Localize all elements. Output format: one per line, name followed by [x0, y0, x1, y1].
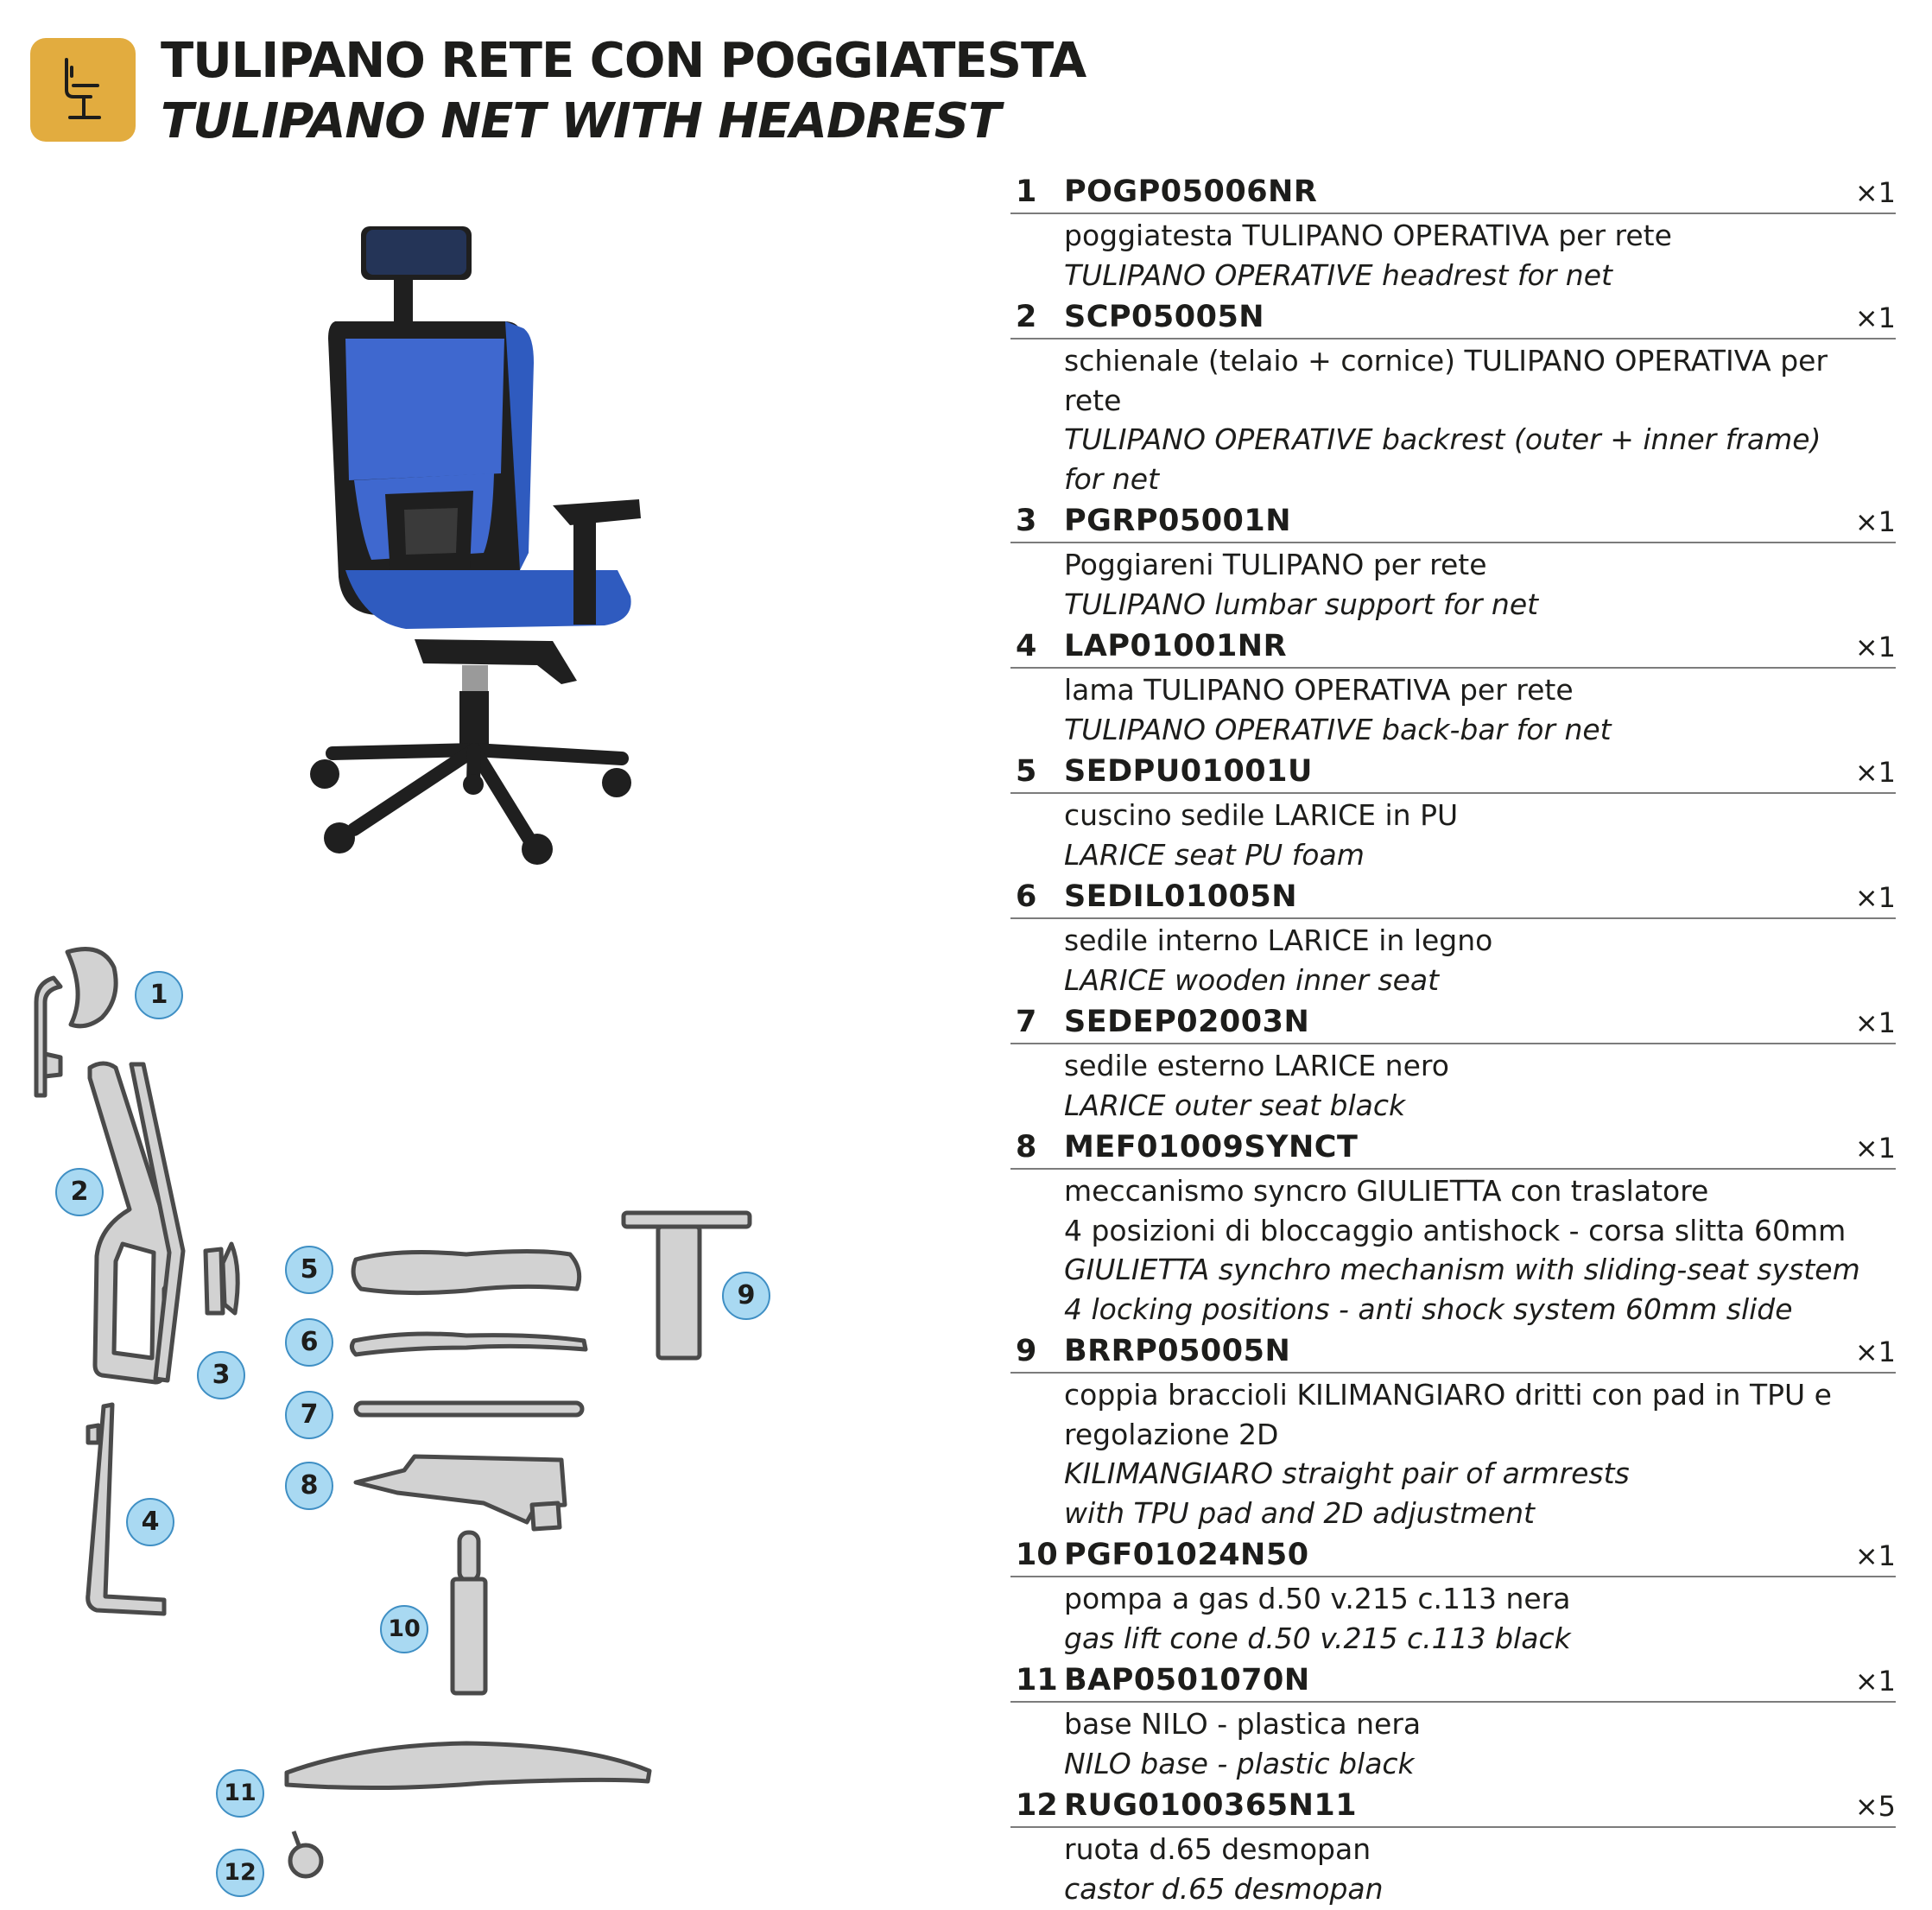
part-description: [1064, 543, 1884, 625]
part-description: [1064, 1044, 1884, 1126]
part-description: [1064, 1828, 1884, 1910]
description-italian: Poggiareni TULIPANO per rete: [1064, 548, 1487, 581]
part-entry: [1010, 1659, 1896, 1785]
part-quantity: ×1: [1854, 176, 1896, 209]
description-italian: pompa a gas d.50 v.215 c.113 nera: [1064, 1582, 1571, 1615]
part-entry: [1010, 876, 1896, 1001]
badge-11: 11: [216, 1769, 264, 1818]
part-quantity: ×1: [1854, 1132, 1896, 1164]
description-italian: poggiatesta TULIPANO OPERATIVA per rete: [1064, 219, 1672, 252]
part-header: [1010, 1001, 1896, 1044]
part-quantity: ×1: [1854, 505, 1896, 538]
description-italian: base NILO - plastica nera: [1064, 1707, 1422, 1741]
part-entry: [1010, 1330, 1896, 1534]
part-header: [1010, 625, 1896, 669]
part-code: SEDPU01001U: [1064, 754, 1313, 789]
description-english: with TPU pad and 2D adjustment: [1064, 1495, 1535, 1530]
badge-1: 1: [135, 971, 183, 1019]
description-english: TULIPANO OPERATIVE back-bar for net: [1064, 712, 1612, 746]
part-description: [1064, 1170, 1884, 1330]
part-quantity: ×1: [1854, 1539, 1896, 1572]
description-english: for net: [1064, 461, 1160, 496]
part-quantity: ×1: [1854, 1665, 1896, 1697]
part-entry: [1010, 1534, 1896, 1659]
description-english: KILIMANGIARO straight pair of armrests: [1064, 1456, 1630, 1490]
part-number: 9: [1016, 1334, 1037, 1368]
part-code: SCP05005N: [1064, 300, 1265, 334]
description-italian: sedile esterno LARICE nero: [1064, 1049, 1449, 1082]
part-quantity: ×1: [1854, 881, 1896, 914]
part-entry: [1010, 625, 1896, 751]
badge-10: 10: [380, 1605, 428, 1653]
part-header: [1010, 500, 1896, 543]
part-number: 4: [1016, 629, 1037, 663]
part-header: [1010, 1126, 1896, 1170]
description-english: TULIPANO lumbar support for net: [1064, 587, 1539, 621]
chair-photo: [310, 226, 641, 865]
part-entry: [1010, 1785, 1896, 1910]
part-code: MEF01009SYNCT: [1064, 1130, 1359, 1164]
part-number: 3: [1016, 504, 1037, 538]
description-italian: regolazione 2D: [1064, 1417, 1279, 1451]
part-3-lumbar: [206, 1249, 223, 1313]
part-number: 5: [1016, 754, 1037, 789]
part-quantity: ×1: [1854, 301, 1896, 334]
description-italian: rete: [1064, 383, 1122, 417]
description-english: TULIPANO OPERATIVE backrest (outer + inner frame): [1064, 422, 1821, 456]
part-description: [1064, 919, 1884, 1001]
badge-12: 12: [216, 1849, 264, 1897]
badge-2: 2: [55, 1168, 104, 1216]
part-7-outer-seat: [356, 1403, 582, 1415]
part-number: 6: [1016, 879, 1037, 914]
part-6-inner-seat: [352, 1334, 586, 1355]
part-entry: [1010, 500, 1896, 625]
description-italian: sedile interno LARICE in legno: [1064, 923, 1493, 957]
part-description: [1064, 794, 1884, 876]
part-code: SEDEP02003N: [1064, 1005, 1310, 1039]
part-number: 10: [1016, 1538, 1058, 1572]
part-number: 8: [1016, 1130, 1037, 1164]
description-italian: ruota d.65 desmopan: [1064, 1832, 1371, 1866]
description-italian: schienale (telaio + cornice) TULIPANO OPERATIVA per: [1064, 344, 1828, 378]
part-header: [1010, 171, 1896, 214]
part-entry: [1010, 1126, 1896, 1330]
part-entry: [1010, 751, 1896, 876]
part-number: 2: [1016, 300, 1037, 334]
badge-8: 8: [285, 1462, 333, 1510]
part-12-castor: [290, 1845, 321, 1876]
badge-4: 4: [126, 1498, 174, 1546]
part-code: RUG0100365N11: [1064, 1788, 1358, 1823]
part-10-gas-lift: [459, 1532, 478, 1581]
part-description: [1064, 1374, 1884, 1534]
description-english: castor d.65 desmopan: [1064, 1871, 1384, 1906]
part-code: POGP05006NR: [1064, 175, 1318, 209]
badge-7: 7: [285, 1391, 333, 1439]
part-header: [1010, 1785, 1896, 1828]
title-italian: TULIPANO RETE CON POGGIATESTA: [161, 33, 1086, 89]
part-quantity: ×1: [1854, 756, 1896, 789]
part-code: PGF01024N50: [1064, 1538, 1309, 1572]
description-italian: coppia braccioli KILIMANGIARO dritti con pad in TPU e: [1064, 1378, 1832, 1412]
description-english: NILO base - plastic black: [1064, 1746, 1415, 1780]
part-quantity: ×1: [1854, 1336, 1896, 1368]
part-number: 11: [1016, 1663, 1058, 1697]
part-entry: [1010, 296, 1896, 500]
part-code: BRRP05005N: [1064, 1334, 1291, 1368]
description-english: GIULIETTA synchro mechanism with sliding-seat system: [1064, 1253, 1860, 1286]
badge-5: 5: [285, 1246, 333, 1294]
title-english: TULIPANO NET WITH HEADREST: [161, 93, 1001, 149]
description-english: gas lift cone d.50 v.215 c.113 black: [1064, 1621, 1571, 1655]
part-1-headrest: [67, 949, 116, 1026]
part-code: LAP01001NR: [1064, 629, 1288, 663]
part-header: [1010, 876, 1896, 919]
part-code: BAP0501070N: [1064, 1663, 1310, 1697]
badge-9: 9: [722, 1272, 770, 1320]
description-italian: 4 posizioni di bloccaggio antishock - corsa slitta 60mm: [1064, 1213, 1846, 1247]
part-header: [1010, 751, 1896, 794]
part-entry: [1010, 1001, 1896, 1126]
description-italian: cuscino sedile LARICE in PU: [1064, 798, 1459, 832]
part-description: [1064, 214, 1884, 296]
description-english: TULIPANO OPERATIVE headrest for net: [1064, 257, 1612, 292]
parts-list: [1010, 171, 1896, 1910]
part-quantity: ×1: [1854, 1006, 1896, 1039]
description-english: LARICE outer seat black: [1064, 1088, 1406, 1122]
part-number: 1: [1016, 175, 1037, 209]
part-number: 12: [1016, 1788, 1058, 1823]
part-header: [1010, 1330, 1896, 1374]
description-italian: lama TULIPANO OPERATIVA per rete: [1064, 673, 1574, 707]
description-english: LARICE wooden inner seat: [1064, 962, 1440, 997]
part-code: SEDIL01005N: [1064, 879, 1298, 914]
part-header: [1010, 296, 1896, 339]
part-code: PGRP05001N: [1064, 504, 1292, 538]
part-header: [1010, 1534, 1896, 1577]
part-5-seat-foam: [353, 1252, 580, 1293]
part-description: [1064, 1703, 1884, 1785]
badge-3: 3: [197, 1351, 245, 1399]
part-quantity: ×5: [1854, 1790, 1896, 1823]
part-quantity: ×1: [1854, 631, 1896, 663]
part-number: 7: [1016, 1005, 1037, 1039]
description-english: 4 locking positions - anti shock system 60mm slide: [1064, 1291, 1793, 1326]
description-italian: meccanismo syncro GIULIETTA con traslatore: [1064, 1174, 1709, 1208]
part-entry: [1010, 171, 1896, 296]
exploded-diagram: [36, 949, 750, 1876]
part-11-base: [287, 1743, 649, 1788]
part-description: [1064, 339, 1884, 500]
part-description: [1064, 669, 1884, 751]
part-description: [1064, 1577, 1884, 1659]
description-english: LARICE seat PU foam: [1064, 837, 1365, 872]
badge-6: 6: [285, 1318, 333, 1367]
photo-armrest: [553, 499, 641, 525]
part-header: [1010, 1659, 1896, 1703]
